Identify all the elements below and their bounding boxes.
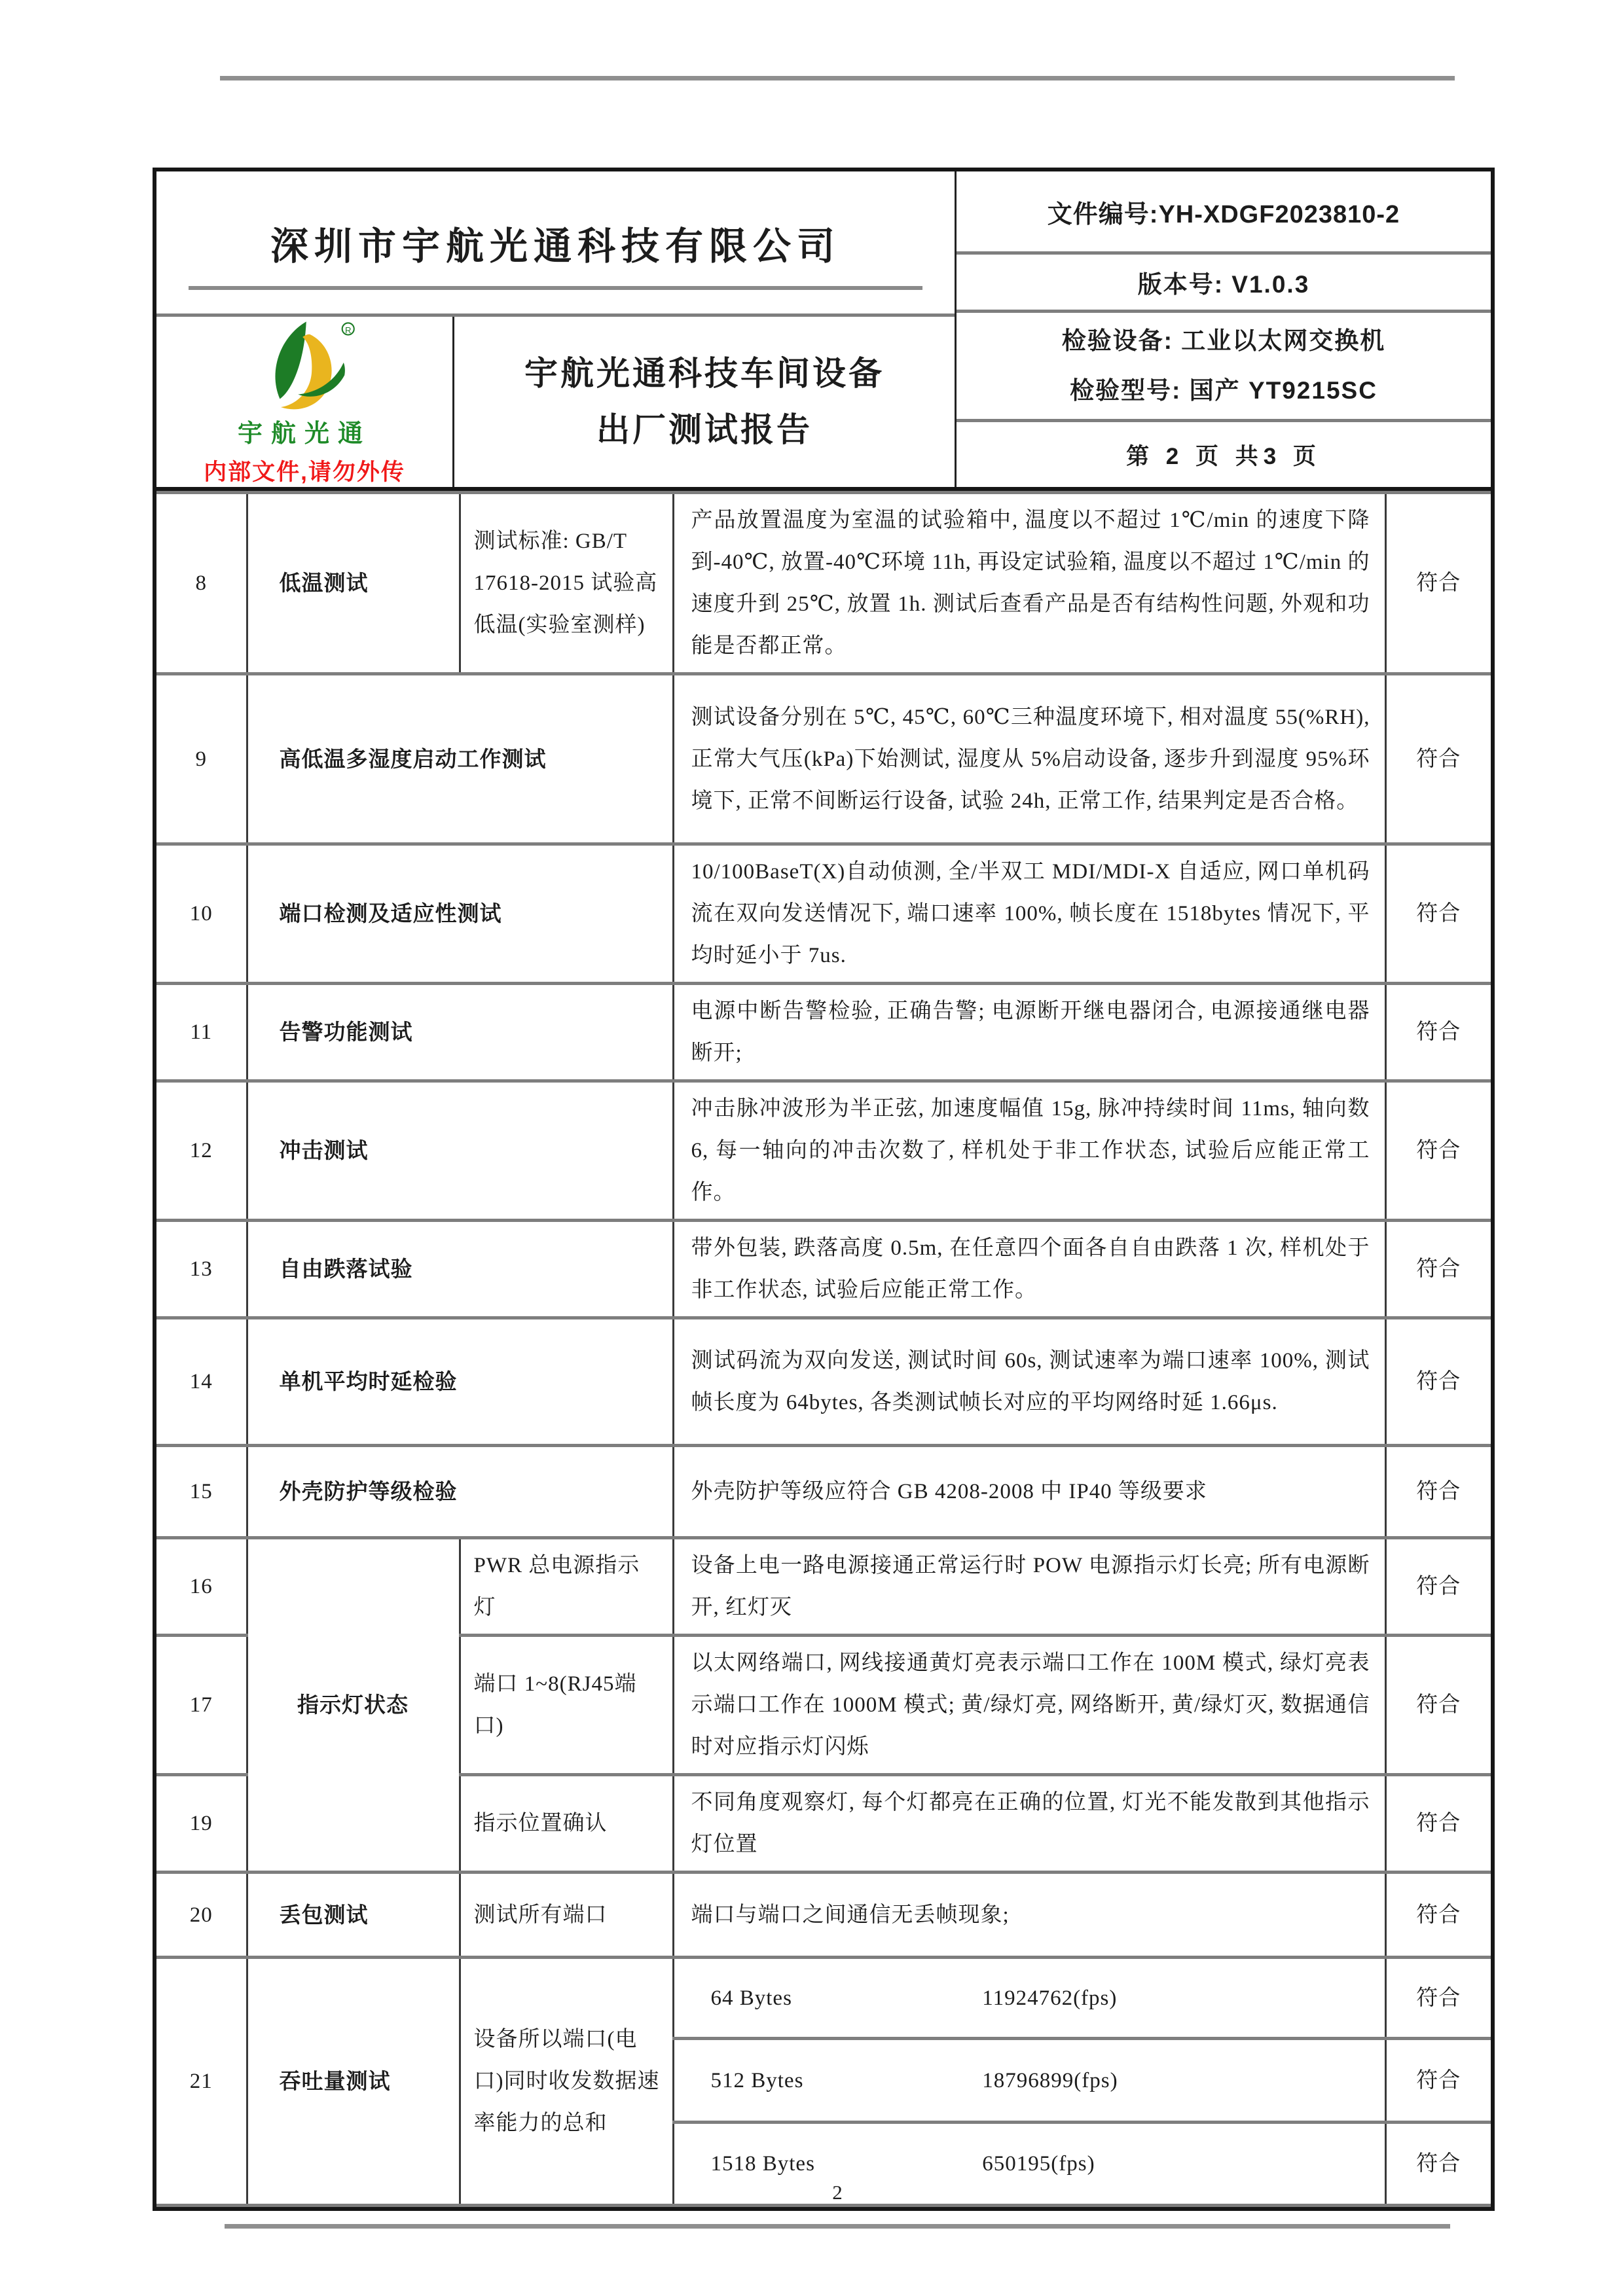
company-underline (189, 286, 922, 290)
test-name-cell: 低温测试 (247, 493, 460, 674)
result-cell: 符合 (1385, 1958, 1491, 2039)
test-name-cell: 端口检测及适应性测试 (247, 844, 673, 984)
result-cell: 符合 (1385, 1446, 1491, 1538)
version-cell: 版本号: V1.0.3 (957, 255, 1491, 313)
result-cell: 符合 (1385, 1318, 1491, 1446)
logo-cell (156, 317, 454, 487)
test-name-cell: 丢包测试 (247, 1873, 460, 1958)
test-condition-cell: 测试所有端口 (460, 1873, 673, 1958)
doc-number-cell: 文件编号:YH-XDGF2023810-2 (957, 171, 1491, 255)
company-name: 深圳市宇航光通科技有限公司 (270, 224, 841, 268)
table-row (156, 1081, 1491, 1221)
test-report-table (153, 168, 1495, 2211)
model-label: 检验型号: 国产 YT9215SC (1070, 377, 1377, 404)
header-right (957, 171, 1491, 487)
test-description-cell: 带外包装, 跌落高度 0.5m, 在任意四个面各自自由跌落 1 次, 样机处于非工作状态, 试验后应能正常工作。 (673, 1221, 1385, 1318)
test-condition-cell: 端口 1~8(RJ45端口) (460, 1636, 673, 1775)
test-description-cell: 产品放置温度为室温的试验箱中, 温度以不超过 1℃/min 的速度下降到-40℃, 放置-40℃环境 11h, 再设定试验箱, 温度以不超过 1℃/min 的速度升到 25℃, 放置 1h. 测试后查看产品是否有结构性问题, 外观和功能是否都正常。 (673, 493, 1385, 674)
row-number-cell: 21 (156, 1958, 247, 2206)
test-items-table (156, 491, 1491, 2207)
frame-size-label: 64 Bytes (710, 1986, 792, 2010)
test-name-cell: 冲击测试 (247, 1081, 673, 1221)
report-title-line2: 出厂测试报告 (596, 411, 812, 448)
table-row (156, 984, 1491, 1081)
logo-text: 宇航光通 (237, 420, 371, 448)
test-name-cell: 告警功能测试 (247, 984, 673, 1081)
result-cell: 符合 (1385, 1775, 1491, 1873)
test-description-cell: 10/100BaseT(X)自动侦测, 全/半双工 MDI/MDI-X 自适应, 网口单机码流在双向发送情况下, 端口速率 100%, 帧长度在 1518bytes 情况下, 平均时延小于 7us. (673, 844, 1385, 984)
table-row (156, 1958, 1491, 2039)
test-condition-cell: 指示位置确认 (460, 1775, 673, 1873)
row-number-cell: 13 (156, 1221, 247, 1318)
result-cell: 符合 (1385, 1636, 1491, 1775)
throughput-value: 18796899(fps) (982, 2068, 1118, 2092)
report-title-line1: 宇航光通科技车间设备 (524, 355, 884, 392)
test-condition-cell: 测试标准: GB/T 17618-2015 试验高低温(实验室测样) (460, 493, 673, 674)
frame-size-label: 512 Bytes (710, 2068, 804, 2092)
test-description-cell: 外壳防护等级应符合 GB 4208-2008 中 IP40 等级要求 (673, 1446, 1385, 1538)
test-condition-cell: PWR 总电源指示灯 (460, 1538, 673, 1636)
throughput-value: 11924762(fps) (982, 1986, 1118, 2010)
table-row (156, 1446, 1491, 1538)
company-name-cell (156, 171, 955, 317)
header-row-2 (156, 317, 955, 487)
result-cell: 符合 (1385, 844, 1491, 984)
test-description-cell: 不同角度观察灯, 每个灯都亮在正确的位置, 灯光不能发散到其他指示灯位置 (673, 1775, 1385, 1873)
row-number-cell: 15 (156, 1446, 247, 1538)
result-cell: 符合 (1385, 674, 1491, 844)
table-row (156, 844, 1491, 984)
throughput-value: 650195(fps) (982, 2152, 1095, 2176)
row-number-cell: 11 (156, 984, 247, 1081)
row-number-cell: 8 (156, 493, 247, 674)
result-cell: 符合 (1385, 1081, 1491, 1221)
result-cell: 符合 (1385, 2039, 1491, 2123)
test-name-cell: 指示灯状态 (247, 1538, 460, 1873)
test-description-cell: 设备上电一路电源接通正常运行时 POW 电源指示灯长亮; 所有电源断开, 红灯灭 (673, 1538, 1385, 1636)
row-number-cell: 17 (156, 1636, 247, 1775)
result-cell: 符合 (1385, 493, 1491, 674)
test-name-cell: 外壳防护等级检验 (247, 1446, 673, 1538)
throughput-row (673, 1958, 1385, 2039)
test-name-cell: 自由跌落试验 (247, 1221, 673, 1318)
header-left (156, 171, 957, 487)
test-name-cell: 高低温多湿度启动工作测试 (247, 674, 673, 844)
report-header (156, 171, 1491, 491)
result-cell: 符合 (1385, 1221, 1491, 1318)
frame-size-label: 1518 Bytes (710, 2152, 815, 2176)
table-row (156, 1318, 1491, 1446)
table-row (156, 1538, 1491, 1636)
test-name-cell: 吞吐量测试 (247, 1958, 460, 2206)
row-number-cell: 9 (156, 674, 247, 844)
test-description-cell: 电源中断告警检验, 正确告警; 电源断开继电器闭合, 电源接通继电器断开; (673, 984, 1385, 1081)
row-number-cell: 19 (156, 1775, 247, 1873)
footer-horizontal-rule (225, 2224, 1450, 2229)
result-cell: 符合 (1385, 984, 1491, 1081)
test-description-cell: 测试码流为双向发送, 测试时间 60s, 测试速率为端口速率 100%, 测试帧长度为 64bytes, 各类测试帧长对应的平均网络时延 1.66μs. (673, 1318, 1385, 1446)
test-name-cell: 单机平均时延检验 (247, 1318, 673, 1446)
row-number-cell: 16 (156, 1538, 247, 1636)
footer-page-number: 2 (832, 2181, 843, 2204)
test-description-cell: 端口与端口之间通信无丢帧现象; (673, 1873, 1385, 1958)
result-cell: 符合 (1385, 1538, 1491, 1636)
device-label: 检验设备: 工业以太网交换机 (1061, 327, 1386, 354)
device-model-cell (957, 313, 1491, 422)
test-description-cell: 冲击脉冲波形为半正弦, 加速度幅值 15g, 脉冲持续时间 11ms, 轴向数 6, 每一轴向的冲击次数了, 样机处于非工作状态, 试验后应能正常工作。 (673, 1081, 1385, 1221)
test-description-cell: 以太网络端口, 网线接通黄灯亮表示端口工作在 100M 模式, 绿灯亮表示端口工作在 1000M 模式; 黄/绿灯亮, 网络断开, 黄/绿灯灭, 数据通信时对应指示灯闪烁 (673, 1636, 1385, 1775)
test-description-cell: 测试设备分别在 5℃, 45℃, 60℃三种温度环境下, 相对温度 55(%RH), 正常大气压(kPa)下始测试, 湿度从 5%启动设备, 逐步升到湿度 95%环境下, 正常不间断运行设备, 试验 24h, 正常工作, 结果判定是否合格。 (673, 674, 1385, 844)
top-horizontal-rule (220, 76, 1455, 81)
page-info-cell: 第 2 页 共3 页 (1126, 443, 1321, 469)
row-number-cell: 12 (156, 1081, 247, 1221)
result-cell: 符合 (1385, 1873, 1491, 1958)
report-title-cell (454, 317, 955, 487)
row-number-cell: 14 (156, 1318, 247, 1446)
table-row (156, 1221, 1491, 1318)
result-cell: 符合 (1385, 2123, 1491, 2206)
row-number-cell: 20 (156, 1873, 247, 1958)
table-row (156, 493, 1491, 674)
table-row (156, 1873, 1491, 1958)
throughput-row (673, 2039, 1385, 2123)
test-condition-cell: 设备所以端口(电口)同时收发数据速率能力的总和 (460, 1958, 673, 2206)
table-row (156, 674, 1491, 844)
confidential-notice: 内部文件,请勿外传 (204, 459, 405, 485)
row-number-cell: 10 (156, 844, 247, 984)
svg-text:R: R (344, 325, 352, 335)
company-logo-icon (244, 321, 365, 412)
